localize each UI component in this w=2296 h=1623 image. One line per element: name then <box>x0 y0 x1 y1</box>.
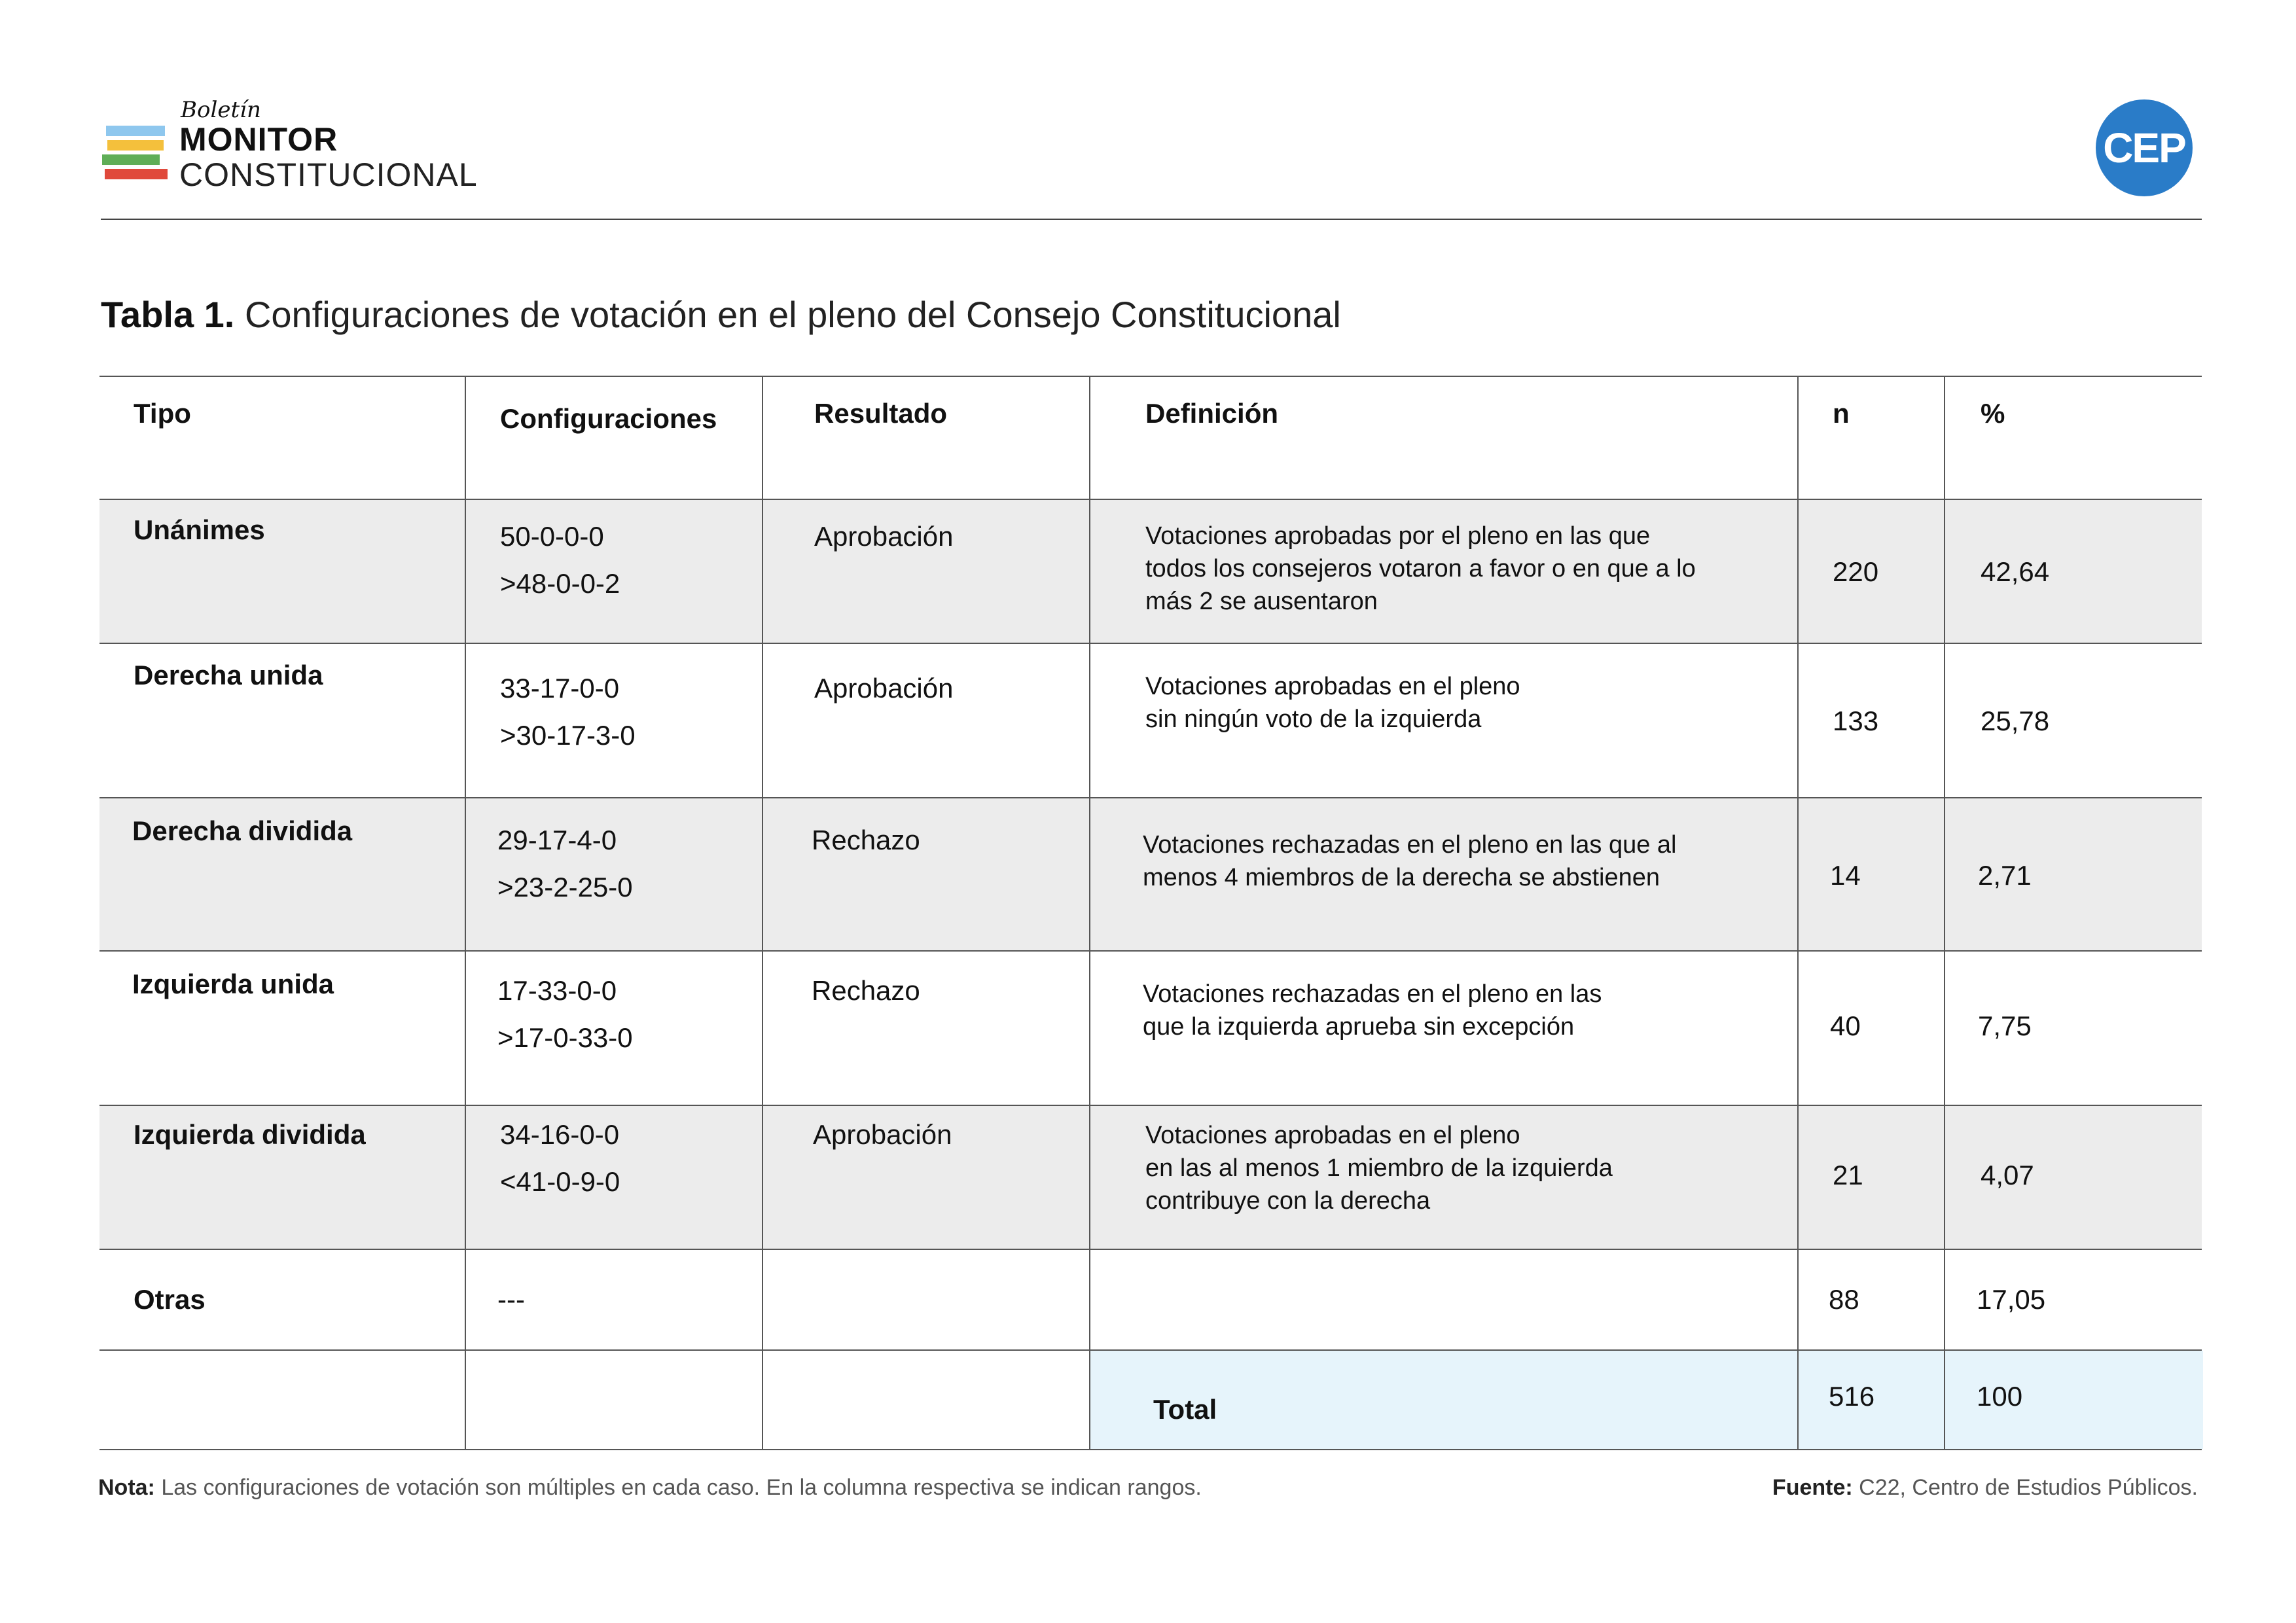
logo-bars-icon <box>102 126 168 183</box>
row-conf-1: 50-0-0-0 <box>500 521 604 552</box>
row-conf-1: 34-16-0-0 <box>500 1119 620 1150</box>
table-title <box>101 293 1341 336</box>
table-title-prefix: Tabla 1. <box>101 294 235 335</box>
row-conf-1: 17-33-0-0 <box>497 975 617 1006</box>
row-conf-1: 33-17-0-0 <box>500 673 620 704</box>
logo-monitor-text: MONITOR <box>179 121 338 158</box>
row-tipo: Otras <box>134 1284 206 1315</box>
row-pct: 2,71 <box>1978 860 2032 891</box>
source-text: C22, Centro de Estudios Públicos. <box>1852 1475 2198 1500</box>
logo <box>102 97 560 195</box>
row-conf-1: --- <box>497 1284 525 1315</box>
row-resultado: Aprobación <box>813 1119 952 1150</box>
table-row <box>99 1105 2202 1249</box>
row-conf-2: <41-0-9-0 <box>500 1166 620 1197</box>
row-resultado: Aprobación <box>814 673 954 704</box>
header-tipo: Tipo <box>134 398 191 429</box>
table-row <box>99 1249 2202 1349</box>
row-tipo: Derecha unida <box>134 660 323 690</box>
row-definicion-2: que la izquierda aprueba sin excepción <box>1143 1013 1575 1041</box>
row-n: 14 <box>1830 860 1861 891</box>
source-note <box>1772 1475 2198 1501</box>
logo-constitucional-text: CONSTITUCIONAL <box>179 156 478 193</box>
row-definicion-1: Votaciones aprobadas en el pleno <box>1145 1122 1520 1149</box>
logo-script-text: Boletín <box>181 97 261 123</box>
row-definicion-1: Votaciones rechazadas en el pleno en las <box>1143 980 1602 1008</box>
row-pct: 42,64 <box>1981 556 2050 587</box>
total-pct: 100 <box>1977 1381 2023 1412</box>
table-title-text: Configuraciones de votación en el pleno del Consejo Constitucional <box>244 294 1341 335</box>
row-pct: 17,05 <box>1977 1284 2046 1315</box>
footnote-text: Las configuraciones de votación son múltiples en cada caso. En la columna respectiva se indican rangos. <box>154 1475 1202 1500</box>
header-pct: % <box>1981 398 2005 429</box>
table-total-row <box>99 1349 2202 1450</box>
row-resultado: Rechazo <box>812 825 920 855</box>
row-definicion-3: contribuye con la derecha <box>1145 1187 1431 1215</box>
table-row <box>99 797 2202 950</box>
row-resultado: Aprobación <box>814 521 954 552</box>
data-table <box>99 376 2202 1450</box>
row-definicion-2: menos 4 miembros de la derecha se abstienen <box>1143 864 1660 891</box>
table-row <box>99 643 2202 797</box>
row-definicion-1: Votaciones aprobadas en el pleno <box>1145 673 1520 700</box>
cep-badge: CEP <box>2096 99 2193 196</box>
row-definicion-2: en las al menos 1 miembro de la izquierda <box>1145 1154 1613 1182</box>
row-conf-2: >17-0-33-0 <box>497 1022 633 1053</box>
header-resultado: Resultado <box>814 398 948 429</box>
row-n: 88 <box>1829 1284 1859 1315</box>
footnote-label: Nota: <box>98 1475 155 1500</box>
table-header-row <box>99 376 2202 499</box>
row-pct: 25,78 <box>1981 705 2050 736</box>
row-tipo: Derecha dividida <box>132 815 353 846</box>
row-definicion-2: todos los consejeros votaron a favor o en que a lo <box>1145 555 1696 582</box>
row-resultado: Rechazo <box>812 975 920 1006</box>
source-label: Fuente: <box>1772 1475 1853 1500</box>
row-conf-1: 29-17-4-0 <box>497 825 617 855</box>
row-definicion-1: Votaciones rechazadas en el pleno en las que al <box>1143 831 1677 859</box>
row-n: 133 <box>1833 705 1879 736</box>
row-conf-2: >30-17-3-0 <box>500 720 636 751</box>
footnote <box>98 1475 1202 1501</box>
row-conf-2: >23-2-25-0 <box>497 872 633 902</box>
row-n: 220 <box>1833 556 1879 587</box>
row-n: 40 <box>1830 1010 1861 1041</box>
row-pct: 4,07 <box>1981 1160 2034 1190</box>
row-conf-2: >48-0-0-2 <box>500 568 620 599</box>
header-n: n <box>1833 398 1850 429</box>
header-definicion: Definición <box>1145 398 1279 429</box>
header-divider <box>101 219 2202 220</box>
row-tipo: Izquierda unida <box>132 969 334 999</box>
row-tipo: Izquierda dividida <box>134 1119 366 1150</box>
row-n: 21 <box>1833 1160 1863 1190</box>
row-tipo: Unánimes <box>134 514 265 545</box>
row-pct: 7,75 <box>1978 1010 2032 1041</box>
table-row <box>99 950 2202 1105</box>
row-definicion-1: Votaciones aprobadas por el pleno en las que <box>1145 522 1651 550</box>
row-definicion-2: sin ningún voto de la izquierda <box>1145 705 1482 733</box>
total-n: 516 <box>1829 1381 1875 1412</box>
header-configuraciones: Configuraciones <box>500 403 717 434</box>
table-row <box>99 499 2202 643</box>
total-label: Total <box>1153 1394 1217 1425</box>
row-definicion-3: más 2 se ausentaron <box>1145 588 1378 615</box>
